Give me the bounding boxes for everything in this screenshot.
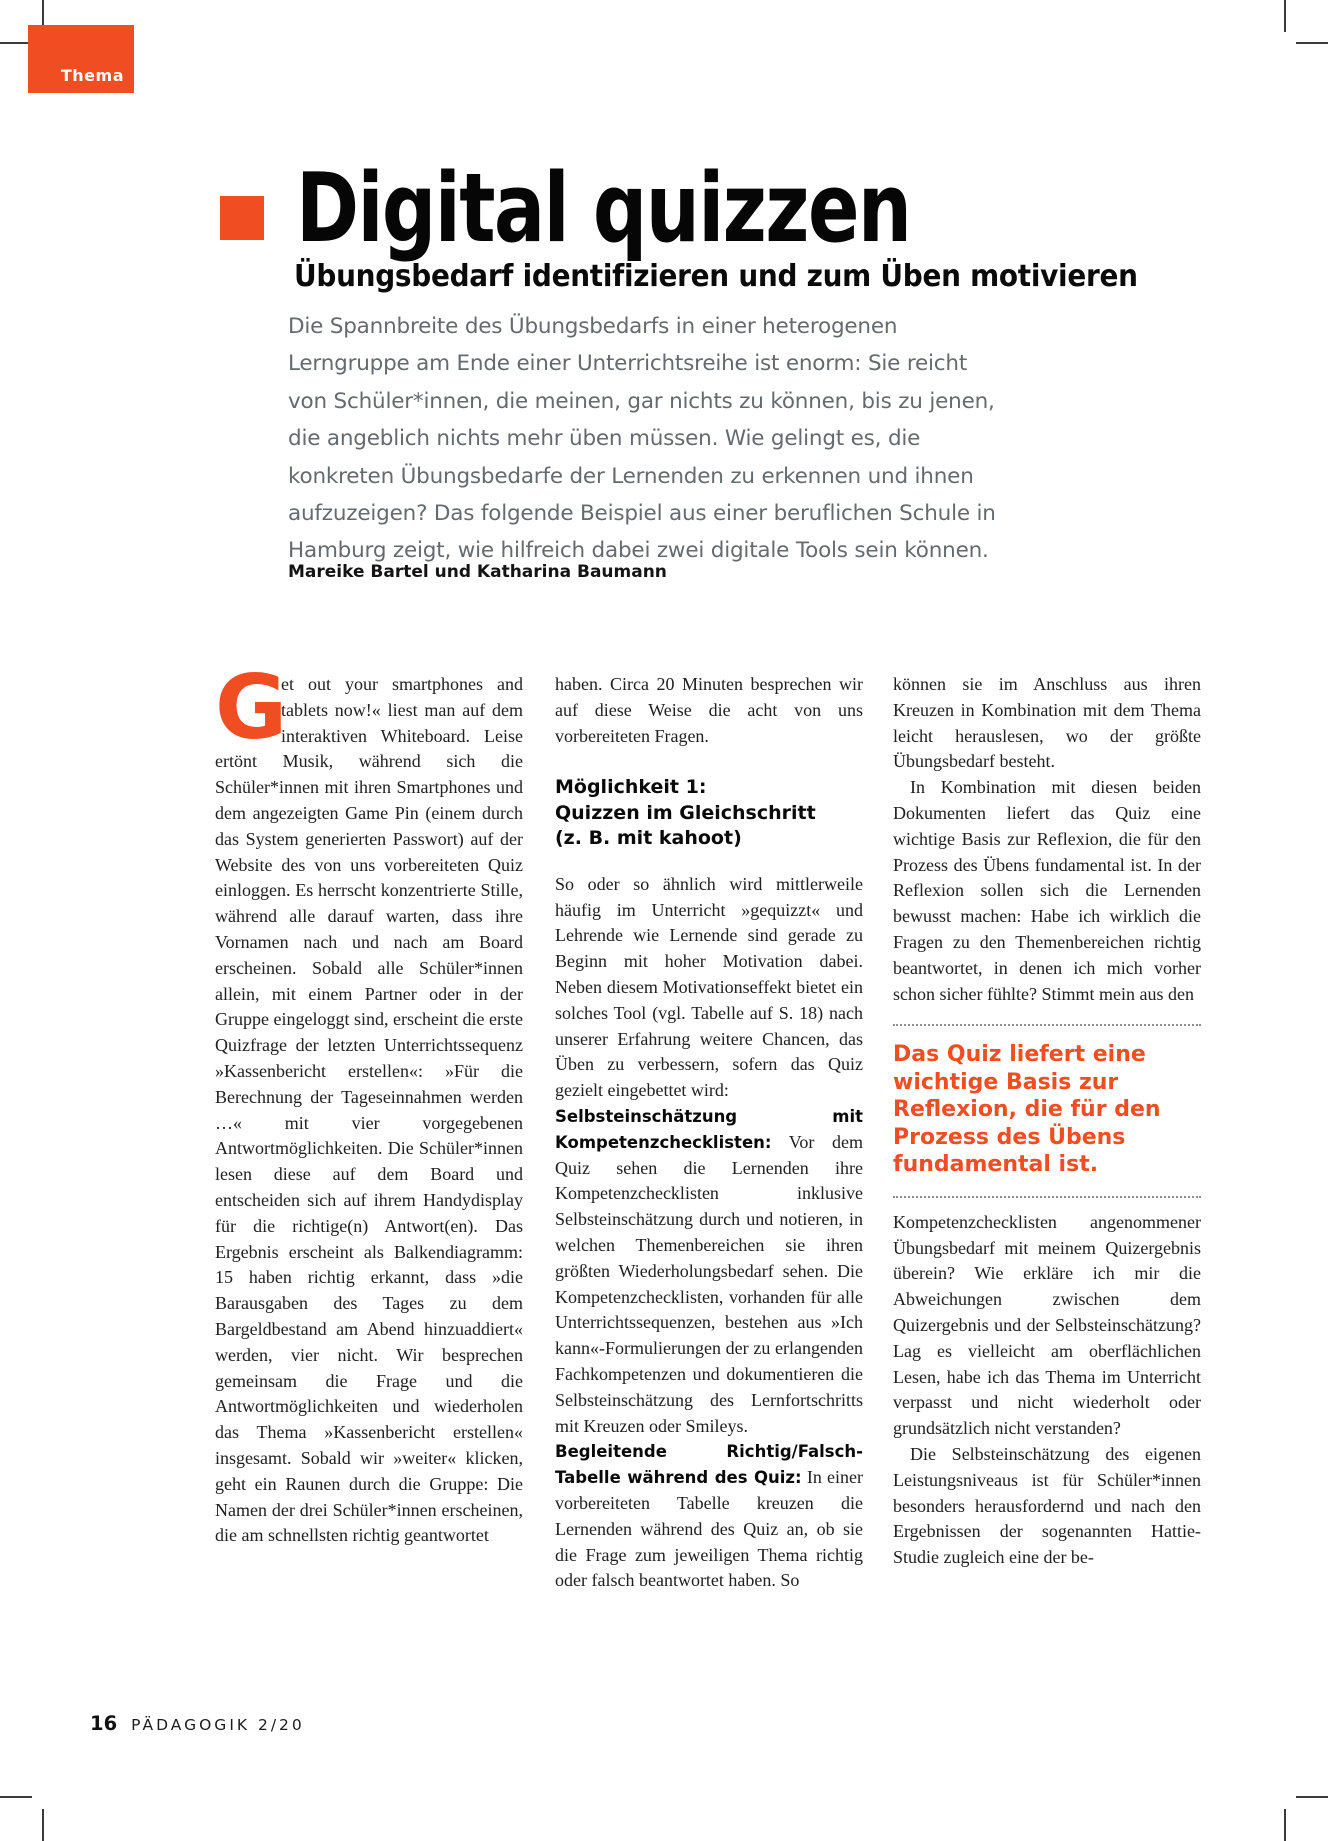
text-column-2	[555, 672, 863, 1634]
page-footer	[90, 1712, 305, 1735]
subhead-line: (z. B. mit kahoot)	[555, 827, 742, 850]
paragraph: Die Selbsteinschätzung des eigenen Leistungsniveaus ist für Schüler*innen besonders herausfordernd und nach den Ergebnissen der sogenannten Hattie-Studie zugleich eine der be-	[893, 1444, 1201, 1568]
journal-name: PÄDAGOGIK 2/20	[131, 1716, 305, 1734]
paragraph-text: In einer vorbereiteten Tabelle kreuzen die Lernenden während des Quiz an, ob sie die Frage zum jeweiligen Thema richtig oder falsch beantwortet haben. So	[555, 1467, 863, 1591]
paragraph: haben. Circa 20 Minuten besprechen wir auf diese Weise die acht von uns vorbereiteten Fragen.	[555, 674, 863, 746]
text-column-1	[215, 672, 523, 1634]
text-column-3	[893, 672, 1201, 1634]
subhead-moeglichkeit-1	[555, 775, 863, 852]
paragraph	[555, 1104, 863, 1439]
run-in-heading: Selbsteinschätzung mit Kompetenzchecklisten:	[555, 1107, 863, 1152]
section-tab-thema	[28, 25, 134, 93]
paragraph: So oder so ähnlich wird mittlerweile häufig im Unterricht »gequizzt« und Lehrende wie Lernende sind gerade zu Beginn mit hoher Motivation dabei. Neben diesem Motivationseffekt bietet ein solches Tool (vgl. Tabelle auf S. 18) nach unserer Erfahrung weitere Chancen, das Üben zu verbessern, sofern das Quiz gezielt eingebettet wird:	[555, 873, 863, 1101]
intro-paragraph: Die Spannbreite des Übungsbedarfs in einer heterogenen Lerngruppe am Ende einer Unterrichtsreihe ist enorm: Sie reicht von Schüler*innen, die meinen, gar nichts zu können, bis zu jenen, die angeblich nichts mehr üben müssen. Wie gelingt es, die konkreten Übungsbedarfe der Lernenden zu erkennen und ihnen aufzuzeigen? Das folgende Beispiel aus einer beruflichen Schule in Hamburg zeigt, wie hilfreich dabei zwei digitale Tools sein können.	[288, 314, 996, 564]
subhead-line: Quizzen im Gleichschritt	[555, 801, 816, 824]
pull-quote: Das Quiz liefert eine wichtige Basis zur Reflexion, die für den Prozess des Übens fundamental ist.	[893, 1024, 1201, 1198]
crop-mark-top-right-vertical	[1284, 0, 1286, 32]
crop-mark-bottom-left-horizontal	[0, 1796, 32, 1798]
run-in-heading: Begleitende Richtig/Falsch-Tabelle während des Quiz:	[555, 1442, 863, 1488]
article-title: Digital quizzen	[296, 154, 911, 264]
crop-mark-bottom-left-vertical	[42, 1809, 44, 1841]
paragraph: können sie im Anschluss aus ihren Kreuzen in Kombination mit dem Thema leicht herauslesen, wo der größte Übungsbedarf besteht.	[893, 674, 1201, 772]
author-line: Mareike Bartel und Katharina Baumann	[288, 562, 667, 582]
paragraph: In Kombination mit diesen beiden Dokumenten liefert das Quiz eine wichtige Basis zur Reflexion, die für den Prozess des Übens fundamental ist. In der Reflexion sollen sich die Lernenden bewusst machen: Habe ich wirklich die Fragen zu den Themenbereichen richtig beantwortet, in denen ich mich vorher schon sicher fühlte? Stimmt mein aus den	[893, 777, 1201, 1004]
crop-mark-top-right-horizontal	[1296, 42, 1328, 44]
article-subtitle: Übungsbedarf identifizieren und zum Üben motivieren	[294, 259, 1138, 294]
subhead-line: Möglichkeit 1:	[555, 776, 707, 799]
paragraph	[215, 672, 523, 1549]
page-number: 16	[90, 1712, 118, 1735]
paragraph-text: et out your smartphones and tablets now!« liest man auf dem interaktiven Whiteboard. Leise ertönt Musik, während sich die Schüler*innen mit ihren Smartphones und dem angezeigten Game Pin (einem durch das System generierten Passwort) auf der Website des von uns vorbereiteten Quiz einloggen. Es herrscht konzentrierte Stille, während alle darauf warten, dass ihre Vornamen nach und nach am Board erscheinen. Sobald alle Schüler*innen allein, mit einem Partner oder in der Gruppe eingeloggt sind, erscheint die erste Quizfrage der letzten Unterrichtssequenz »Kassenbericht erstellen«: »Für die Berechnung der Tageseinnahmen werden …« mit vier vorgegebenen Antwortmöglichkeiten. Die Schüler*innen lesen diese auf dem Board und entscheiden sich auf ihrem Handydisplay für die richtige(n) Antwort(en). Das Ergebnis erscheint als Balkendiagramm: 15 haben richtig erkannt, dass »die Barausgaben des Tages zu dem Bargeldbestand am Abend hinzuaddiert« werden, vier nicht. Wir besprechen gemeinsam die Frage und die Antwortmöglichkeiten und wiederholen das Thema »Kassenbericht erstellen« insgesamt. Sobald wir »weiter« klicken, geht ein Raunen durch die Gruppe: Die Namen der drei Schüler*innen erscheinen, die am schnellsten richtig geantwortet	[215, 674, 523, 1546]
crop-mark-bottom-right-vertical	[1284, 1809, 1286, 1841]
paragraph	[555, 1439, 863, 1594]
section-tab-label: Thema	[60, 66, 124, 85]
title-bullet-square	[220, 196, 264, 240]
crop-mark-bottom-right-horizontal	[1296, 1796, 1328, 1798]
drop-cap: G	[215, 672, 288, 759]
paragraph-text: Vor dem Quiz sehen die Lernenden ihre Kompetenzchecklisten inklusive Selbsteinschätzung durch und notieren, in welchen Themenbereichen sie ihren größten Wiederholungsbedarf sehen. Die Kompetenzchecklisten, vorhanden für alle Unterrichtssequenzen, bestehen aus »Ich kann«-Formulierungen der zu erlangenden Fachkompetenzen und dokumentieren die Selbsteinschätzung des Lernfortschritts mit Kreuzen oder Smileys.	[555, 1131, 863, 1436]
paragraph: Kompetenzchecklisten angenommener Übungsbedarf mit meinem Quizergebnis überein? Wie erkläre ich mir die Abweichungen zwischen dem Quizergebnis und der Selbsteinschätzung? Lag es vielleicht am oberflächlichen Lesen, habe ich das Thema im Unterricht verpasst und nicht wiederholt oder grundsätzlich nicht verstanden?	[893, 1211, 1201, 1439]
